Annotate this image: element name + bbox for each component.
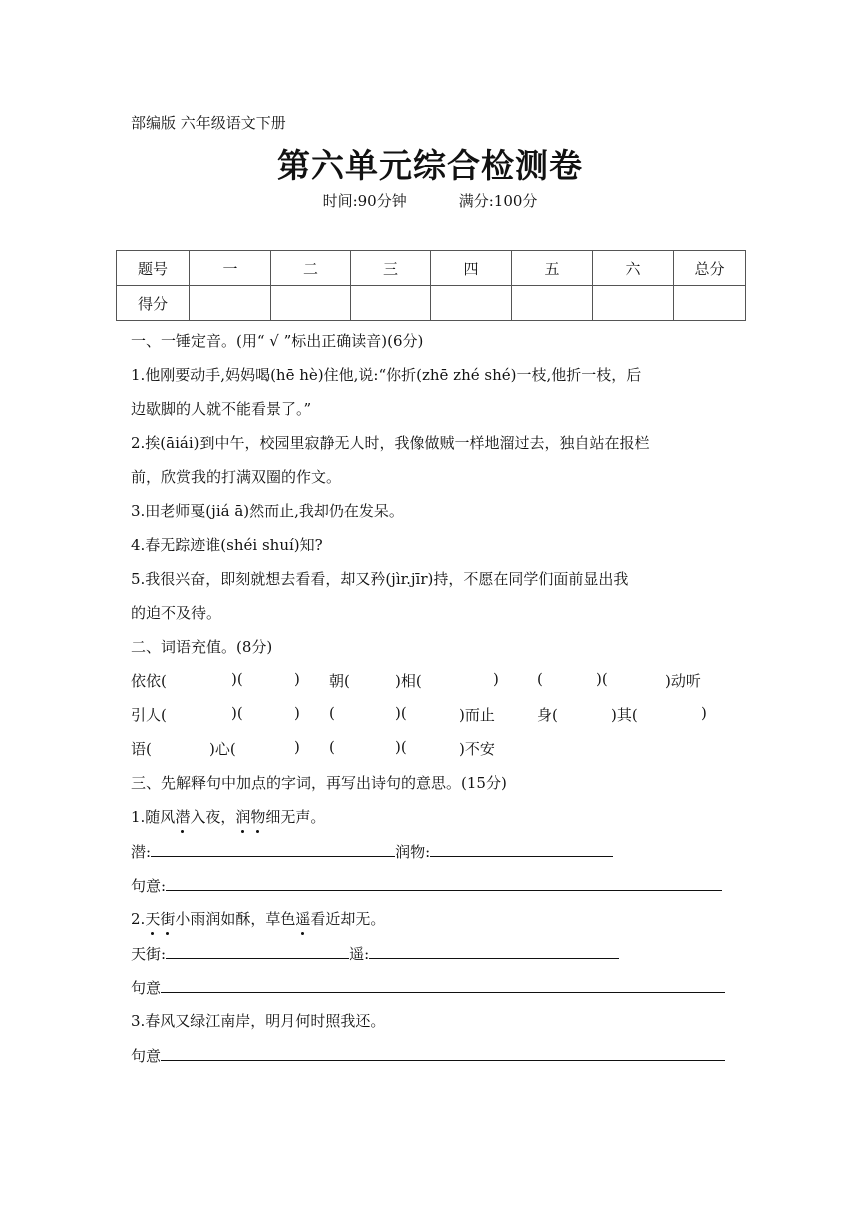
answer-blank[interactable]: [430, 840, 613, 857]
section2-heading: 二、词语充值。(8分): [131, 638, 273, 656]
score-table-cell: 二: [271, 251, 351, 286]
idiom-fragment: (: [329, 704, 335, 722]
idiom-fragment: )心(: [209, 740, 236, 758]
score-table-cell: 五: [512, 251, 593, 286]
dotted-char: 潜: [175, 808, 191, 826]
score-input-cell[interactable]: [190, 286, 271, 321]
idiom-fragment: (: [537, 670, 543, 688]
idiom-fragment: )(: [596, 670, 608, 688]
idiom-fragment: 身(: [537, 706, 558, 724]
idiom-fragment: 依依(: [131, 672, 167, 690]
idiom-fragment: ): [701, 704, 707, 722]
answer-label: 潜:: [131, 843, 152, 861]
idiom-row-3: [131, 738, 731, 758]
score-table: [116, 250, 746, 321]
score-table-cell: 三: [351, 251, 431, 286]
score-table-cell: 一: [190, 251, 271, 286]
s1-q1-line1: 1.他刚要动手,妈妈喝(hē hè)住他,说:“你折(zhē zhé shé)一枝,他折一枝，后: [131, 366, 642, 384]
answer-label: 句意: [131, 979, 162, 997]
poem-text: 入夜，: [190, 808, 236, 826]
exam-meta: [0, 190, 860, 211]
answer-row-2: [131, 942, 619, 964]
answer-blank[interactable]: [166, 874, 722, 891]
poem-text: 小雨润如酥，草色: [175, 910, 296, 928]
idiom-row-1: [131, 670, 731, 690]
s1-q2-line2: 前，欣赏我的打满双圈的作文。: [131, 468, 342, 486]
score-table-cell: 四: [431, 251, 512, 286]
answer-label: 遥:: [349, 945, 370, 963]
dotted-char: 街: [160, 910, 176, 928]
dotted-char: 遥: [295, 910, 311, 928]
answer-row-1: [131, 840, 613, 862]
score-input-cell[interactable]: [271, 286, 351, 321]
idiom-fragment: )不安: [459, 740, 495, 758]
score-table-header-row: [117, 251, 746, 286]
idiom-fragment: )而止: [459, 706, 495, 724]
full-score: 满分:100分: [458, 192, 538, 210]
score-table-cell: 六: [593, 251, 674, 286]
poem-line-2: [131, 908, 385, 929]
idiom-fragment: )相(: [395, 672, 422, 690]
answer-blank[interactable]: [369, 942, 619, 959]
poem-line-1: [131, 806, 325, 827]
answer-blank[interactable]: [151, 840, 395, 857]
idiom-fragment: ): [493, 670, 499, 688]
poem-text: 1.随风: [131, 808, 176, 826]
idiom-fragment: 朝(: [329, 672, 350, 690]
s1-q3: 3.田老师戛(jiá ā)然而止,我却仍在发呆。: [131, 502, 404, 520]
idiom-fragment: ): [294, 670, 300, 688]
answer-label: 句意: [131, 1047, 162, 1065]
answer-label: 天街:: [131, 945, 167, 963]
answer-blank[interactable]: [161, 976, 725, 993]
s1-q1-line2: 边歇脚的人就不能看景了。”: [131, 400, 312, 418]
poem-text: 2.: [131, 910, 146, 928]
score-input-cell[interactable]: [431, 286, 512, 321]
answer-row-meaning-3: [131, 1044, 725, 1066]
section1-heading: 一、一锤定音。(用“ √ ”标出正确读音)(6分): [131, 332, 424, 350]
section3-heading: 三、先解释句中加点的字词，再写出诗句的意思。(15分): [131, 774, 507, 792]
idiom-fragment: )(: [231, 670, 243, 688]
score-input-cell[interactable]: [512, 286, 593, 321]
book-header: 部编版 六年级语文下册: [131, 114, 286, 132]
idiom-fragment: )其(: [611, 706, 638, 724]
page-title: 第六单元综合检测卷: [277, 146, 583, 185]
s1-q2-line1: 2.挨(āiái)到中午，校园里寂静无人时，我像做贼一样地溜过去，独自站在报栏: [131, 434, 650, 452]
answer-row-meaning-2: [131, 976, 725, 998]
idiom-fragment: )(: [395, 738, 407, 756]
score-table-score-row: [117, 286, 746, 321]
idiom-fragment: )(: [395, 704, 407, 722]
idiom-fragment: (: [329, 738, 335, 756]
idiom-fragment: ): [294, 738, 300, 756]
answer-label: 润物:: [395, 843, 431, 861]
dotted-char: 润: [235, 808, 251, 826]
dotted-char: 物: [250, 808, 266, 826]
poem-line-3: 3.春风又绿江南岸，明月何时照我还。: [131, 1012, 386, 1030]
score-table-cell: 得分: [117, 286, 190, 321]
s1-q5-line1: 5.我很兴奋，即刻就想去看看，却又矜(jìr.jīr)持，不愿在同学们面前显出我: [131, 570, 629, 588]
score-input-cell[interactable]: [674, 286, 746, 321]
s1-q4: 4.春无踪迹谁(shéi shuí)知?: [131, 536, 323, 554]
answer-blank[interactable]: [166, 942, 349, 959]
idiom-fragment: 引人(: [131, 706, 167, 724]
idiom-fragment: 语(: [131, 740, 152, 758]
poem-text: 细无声。: [265, 808, 326, 826]
score-table-cell: 题号: [117, 251, 190, 286]
score-table-cell: 总分: [674, 251, 746, 286]
score-input-cell[interactable]: [351, 286, 431, 321]
poem-text: 看近却无。: [310, 910, 386, 928]
answer-label: 句意:: [131, 877, 167, 895]
score-input-cell[interactable]: [593, 286, 674, 321]
answer-row-meaning-1: [131, 874, 722, 896]
s1-q5-line2: 的迫不及待。: [131, 604, 222, 622]
answer-blank[interactable]: [161, 1044, 725, 1061]
idiom-fragment: )(: [231, 704, 243, 722]
exam-time: 时间:90分钟: [322, 192, 407, 210]
idiom-fragment: ): [294, 704, 300, 722]
idiom-row-2: [131, 704, 731, 724]
idiom-fragment: )动听: [665, 672, 701, 690]
dotted-char: 天: [145, 910, 161, 928]
